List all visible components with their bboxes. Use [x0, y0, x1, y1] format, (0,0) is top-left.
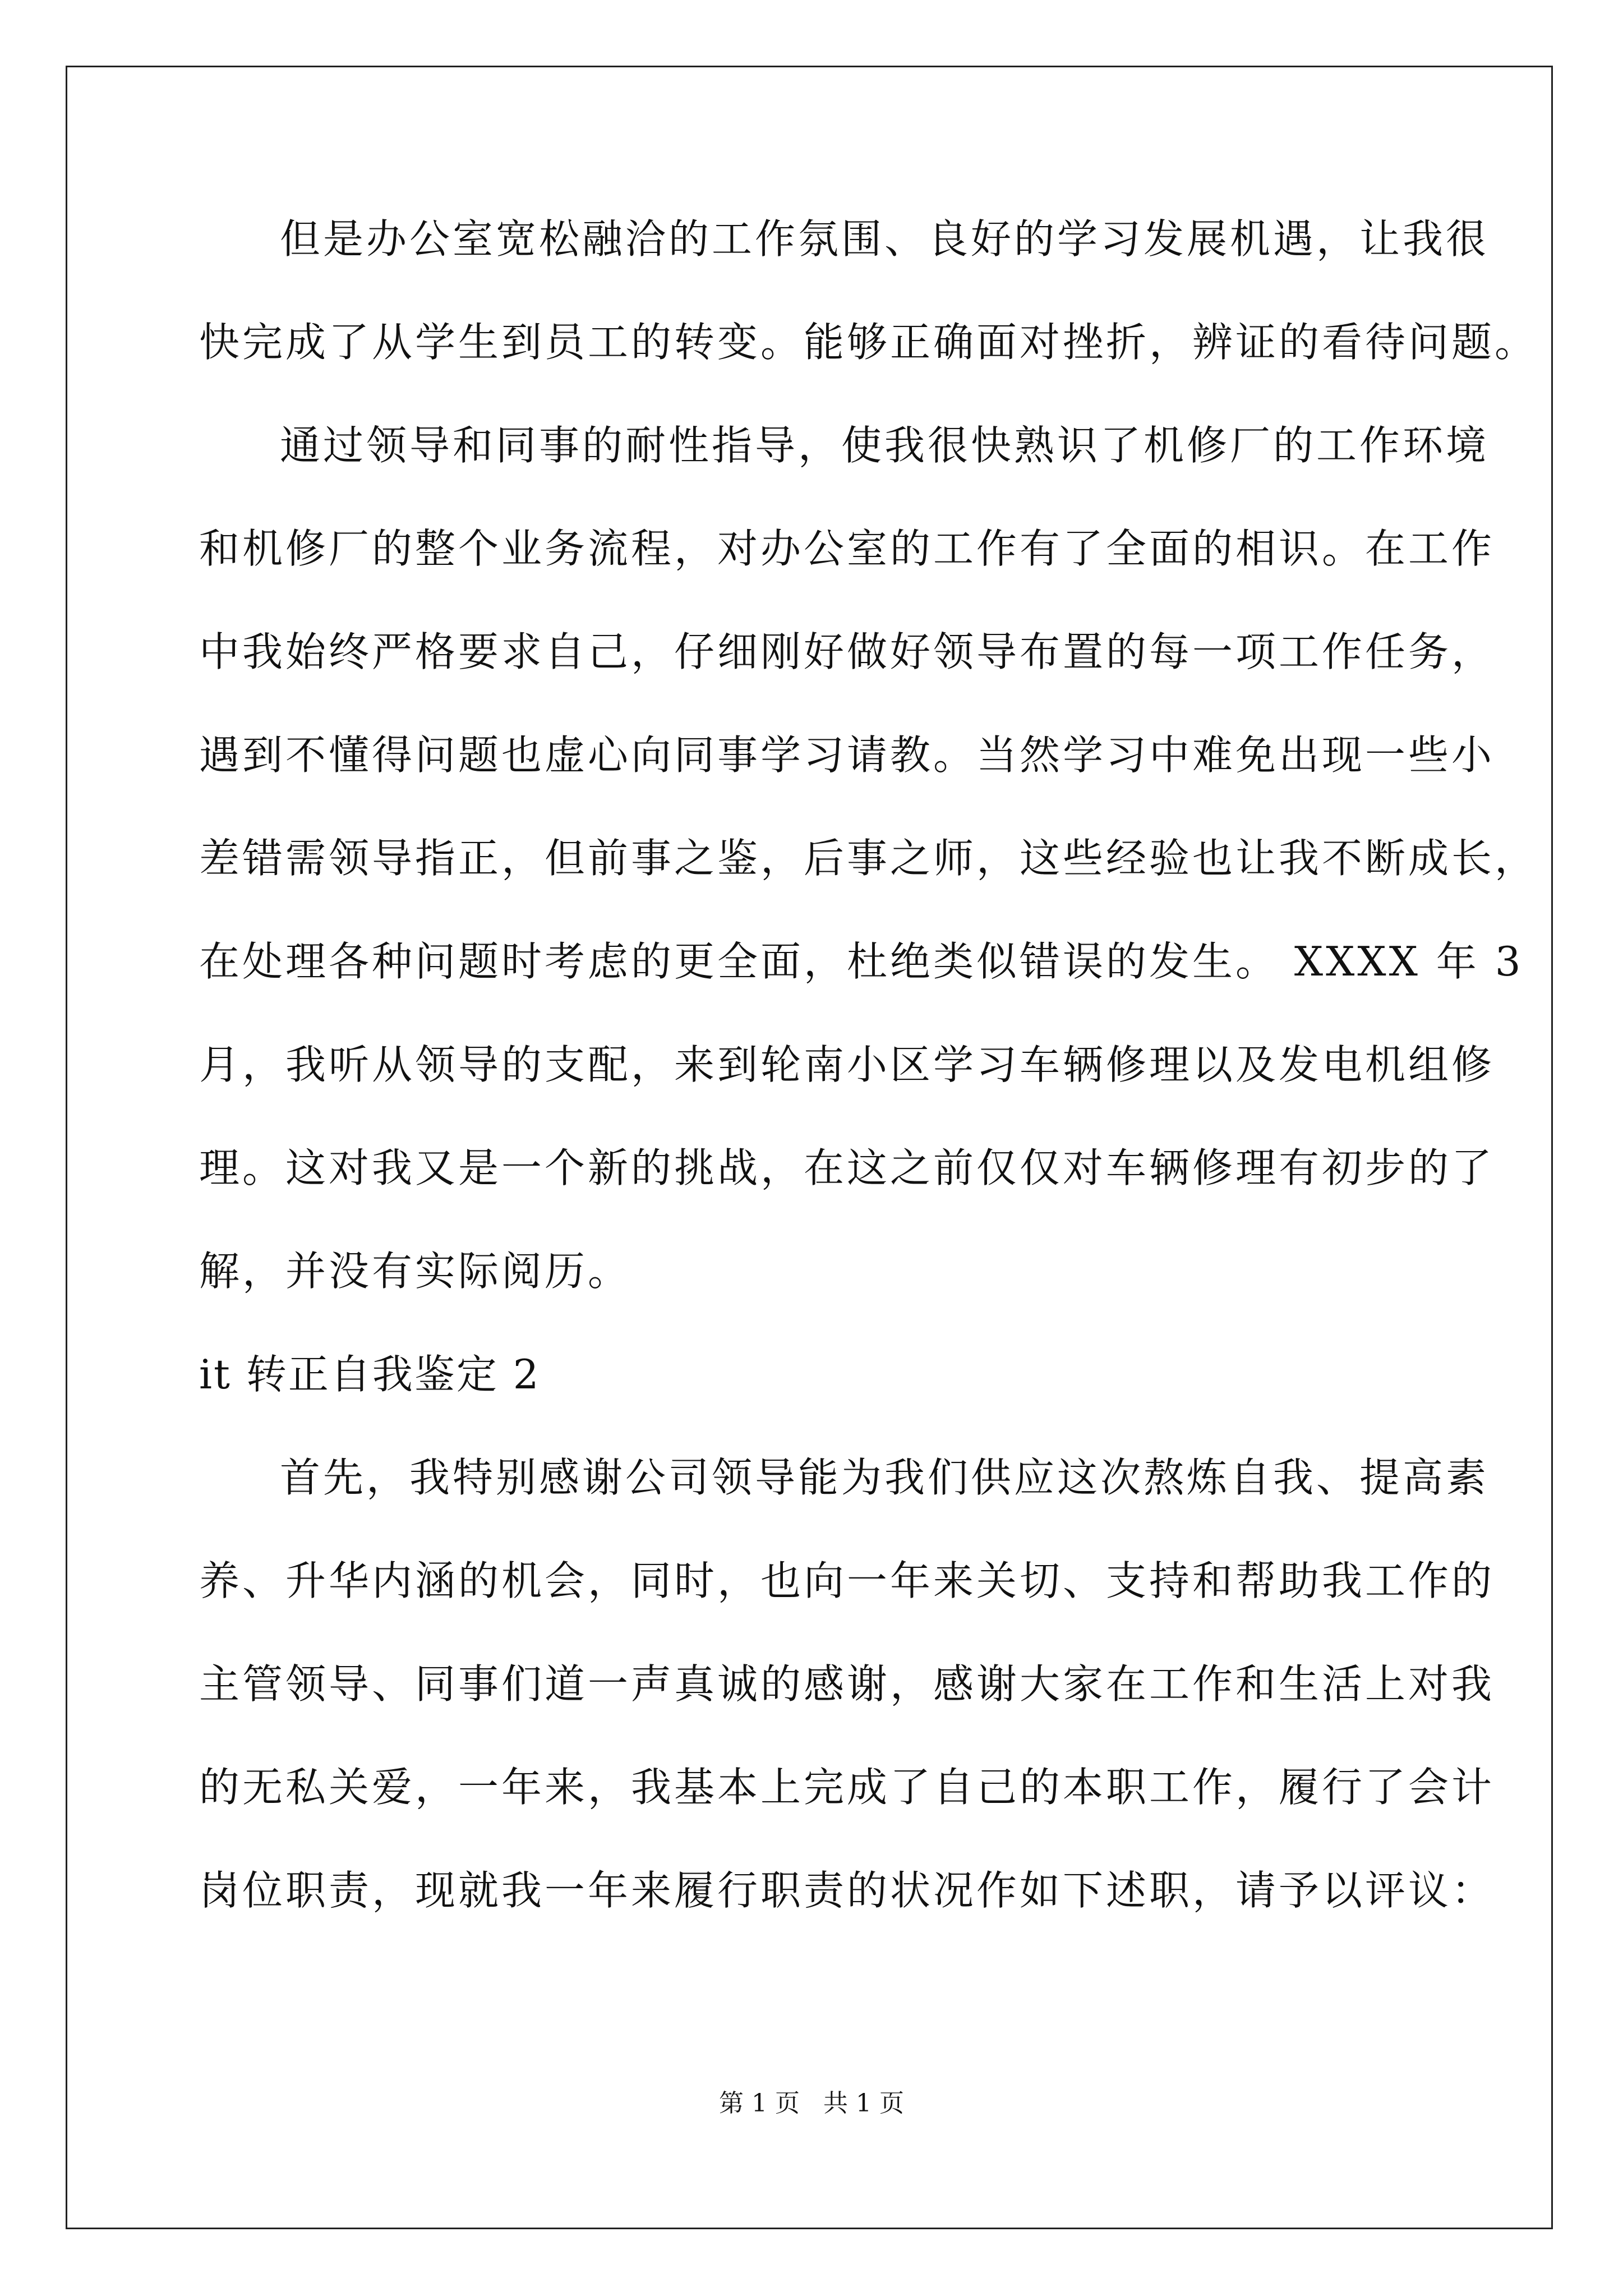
- section-heading: it 转正自我鉴定 2: [199, 1351, 541, 1398]
- paragraph-3-line-3: 主管领导、同事们道一声真诚的感谢，感谢大家在工作和生活上对我: [199, 1660, 1495, 1708]
- paragraph-2-line-3: 中我始终严格要求自己，仔细刚好做好领导布置的每一项工作任务，: [199, 628, 1495, 675]
- paragraph-3-line-2: 养、升华内涵的机会，同时，也向一年来关切、支持和帮助我工作的: [199, 1557, 1495, 1604]
- paragraph-2-line-6: 在处理各种问题时考虑的更全面，杜绝类似错误的发生。 XXXX 年 3: [199, 938, 1524, 985]
- paragraph-3-line-1: 首先，我特别感谢公司领导能为我们供应这次熬炼自我、提高素: [280, 1454, 1490, 1501]
- page-number-current: 第 1 页: [719, 2089, 800, 2118]
- paragraph-2-line-2: 和机修厂的整个业务流程，对办公室的工作有了全面的相识。在工作: [199, 525, 1495, 572]
- paragraph-1-line-2: 快完成了从学生到员工的转变。能够正确面对挫折，辨证的看待问题。: [199, 319, 1538, 366]
- paragraph-2-line-8: 理。这对我又是一个新的挑战，在这之前仅仅对车辆修理有初步的了: [199, 1144, 1495, 1191]
- page-footer: [0, 2088, 1623, 2119]
- paragraph-2-line-5: 差错需领导指正，但前事之鉴，后事之师，这些经验也让我不断成长，: [199, 835, 1538, 882]
- paragraph-3-line-4: 的无私关爱，一年来，我基本上完成了自己的本职工作，履行了会计: [199, 1764, 1495, 1811]
- paragraph-1-line-1: 但是办公室宽松融洽的工作氛围、良好的学习发展机遇，让我很: [280, 215, 1490, 263]
- paragraph-3-line-5: 岗位职责，现就我一年来履行职责的状况作如下述职，请予以评议：: [199, 1867, 1495, 1914]
- paragraph-2-line-1: 通过领导和同事的耐性指导，使我很快熟识了机修厂的工作环境: [280, 422, 1490, 469]
- page-number-total: 共 1 页: [823, 2089, 904, 2118]
- paragraph-2-line-4: 遇到不懂得问题也虚心向同事学习请教。当然学习中难免出现一些小: [199, 731, 1495, 779]
- footer-spacer: [800, 2089, 823, 2118]
- paragraph-2-line-7: 月，我听从领导的支配，来到轮南小区学习车辆修理以及发电机组修: [199, 1041, 1495, 1088]
- paragraph-2-line-9: 解，并没有实际阅历。: [199, 1248, 631, 1295]
